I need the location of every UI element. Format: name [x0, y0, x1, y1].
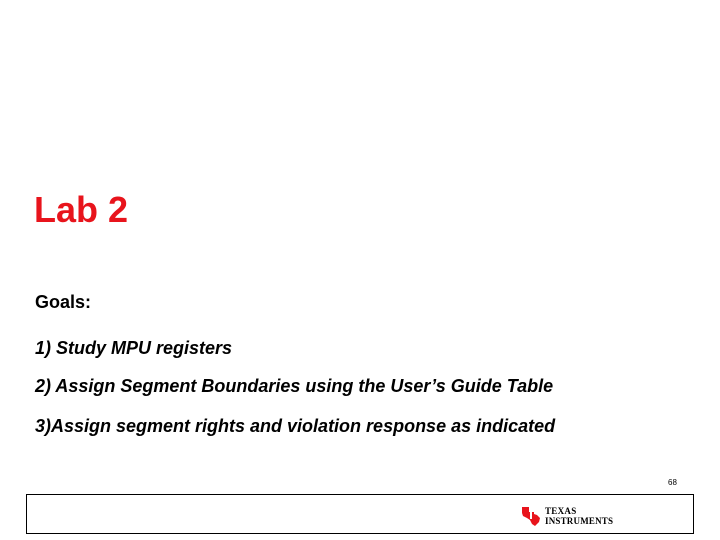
- logo-text-texas: TEXAS: [545, 506, 577, 516]
- texas-state-icon: [520, 505, 542, 527]
- logo-text-instruments: INSTRUMENTS: [545, 516, 614, 526]
- slide-title: Lab 2: [34, 189, 129, 230]
- goal-item-1: 1) Study MPU registers: [35, 338, 233, 358]
- texas-instruments-logo: [520, 505, 620, 529]
- goal-item-2: 2) Assign Segment Boundaries using the User’s Guide Table: [35, 376, 554, 396]
- goals-label: Goals:: [35, 292, 92, 312]
- goal-item-3: 3)Assign segment rights and violation response as indicated: [35, 416, 556, 436]
- page-number: 68: [668, 478, 677, 487]
